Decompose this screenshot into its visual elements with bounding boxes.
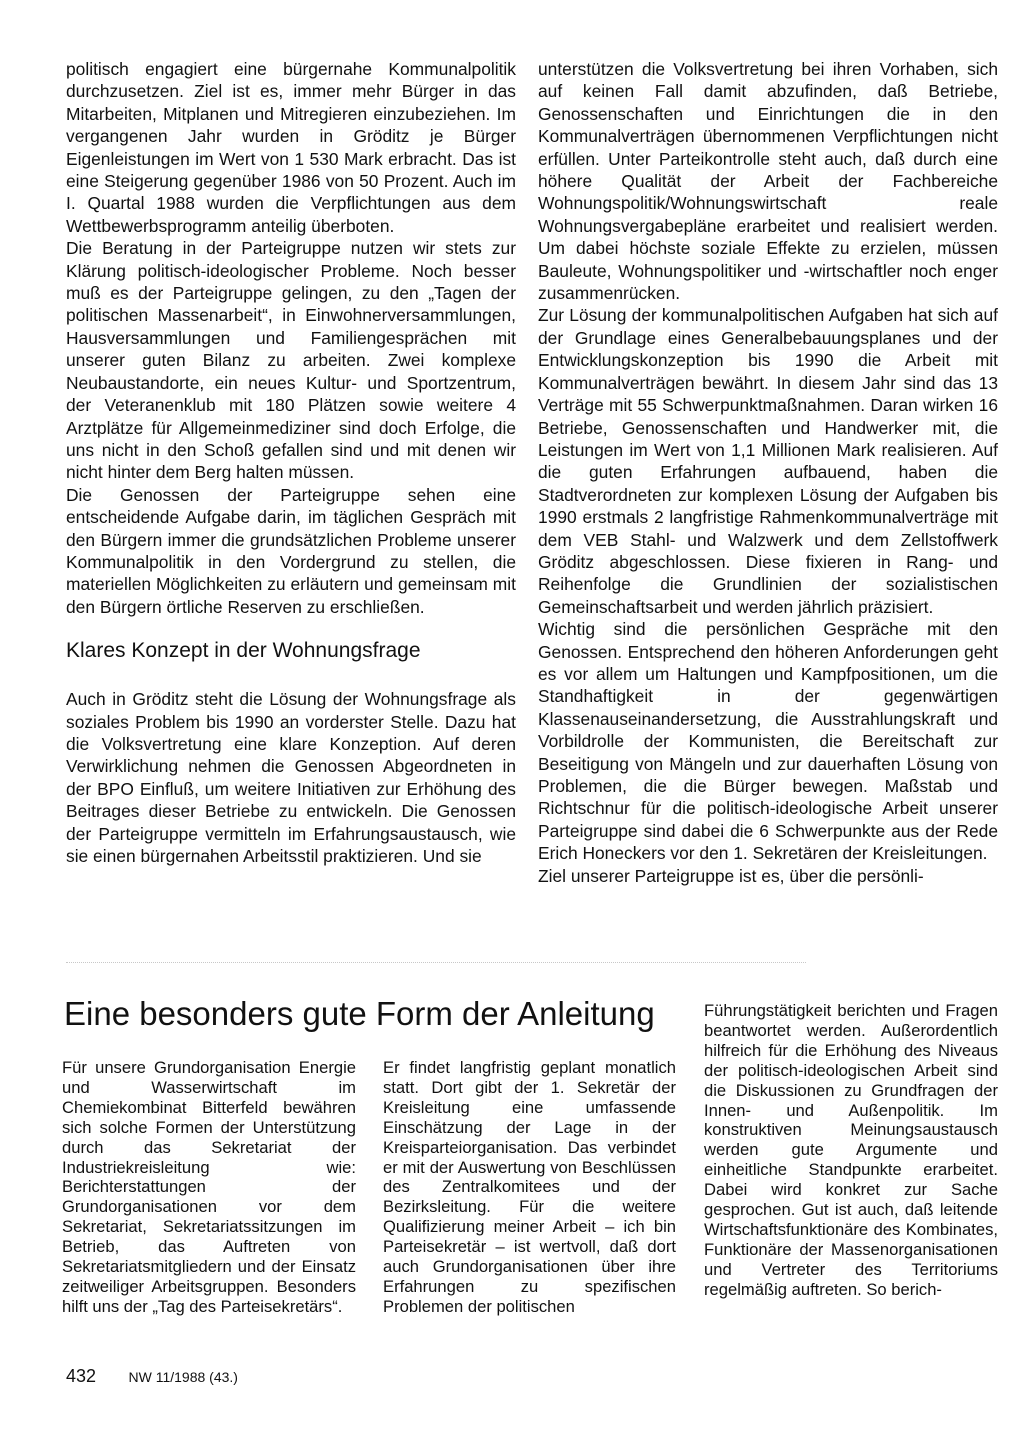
paragraph: unterstützen die Volksvertretung bei ihren Vorhaben, sich auf keinen Fall damit abzufinden, daß Betriebe, Genossenschaften und Einrichtungen die in den Kommunalverträgen übernommenen Verpflichtungen nicht erfüllen. Unter Parteikontrolle steht auch, daß durch eine höhere Qualität der Arbeit der Fachbereiche Wohnungspolitik/Wohnungswirtschaft reale Wohnungsvergabepläne erarbeitet und realisiert werden. Um dabei höchste soziale Effekte zu erzielen, müssen Bauleute, Wohnungspolitiker und -wirtschaftler noch enger zusammenrücken. — [538, 59, 998, 304]
paragraph: Für unsere Grundorganisation Energie und Wasserwirtschaft im Chemiekombinat Bitterfeld bewähren sich solche Formen der Unterstützung durch das Sekretariat der Industriekreisleitung wie: Berichterstattungen der Grundorganisationen vor dem Sekretariat, Sekretariatssitzungen im Betrieb, das Auftreten von Sekretariatsmitgliedern und der Einsatz zeitweiliger Arbeitsgruppen. Besonders hilft uns der „Tag des Parteisekretärs“. — [62, 1058, 356, 1316]
paragraph: Zur Lösung der kommunalpolitischen Aufgaben hat sich auf der Grundlage eines Generalbebauungsplanes und der Entwicklungskonzeption bis 1990 die Arbeit mit Kommunalverträgen bewährt. In diesem Jahr sind das 13 Verträge mit 55 Schwerpunktmaßnahmen. Daran wirken 16 Betriebe, Genossenschaften und Handwerker mit, die Leistungen im Wert von 1,1 Millionen Mark realisieren. Auf die guten Erfahrungen aufbauend, haben die Stadtverordneten zur komplexen Lösung der Aufgaben bis 1990 erstmals 2 langfristige Rahmenkommunalverträge mit dem VEB Stahl- und Walzwerk und dem Zellstoffwerk Gröditz abgeschlossen. Diese fixieren in Rang- und Reihenfolge die Grundlinien der sozialistischen Gemeinschaftsarbeit und werden jährlich präzisiert. — [538, 305, 998, 617]
page-number: 432 — [66, 1366, 97, 1386]
column-bottom-right — [704, 1001, 998, 1300]
paragraph: Führungstätigkeit berichten und Fragen beantwortet werden. Außerordentlich hilfreich für die Erhöhung des Niveaus der politisch-ideologischen Arbeit sind die Diskussionen zu Grundfragen der Innen- und Außenpolitik. Im konstruktiven Meinungsaustausch werden gute Argumente und einheitliche Standpunkte erarbeitet. Dabei wird konkret zur Sache gesprochen. Gut ist auch, daß leitende Wirtschaftsfunktionäre des Kombinates, Funktionäre der Massenorganisationen und Vertreter des Territoriums regelmäßig auftreten. So berich- — [704, 1001, 998, 1299]
paragraph: Auch in Gröditz steht die Lösung der Wohnungsfrage als soziales Problem bis 1990 an vorderster Stelle. Dazu hat die Volksvertretung eine klare Konzeption. Auf deren Verwirklichung nehmen die Genossen Abgeordneten in der BPO Einfluß, um weitere Initiativen zur Erhöhung des Beitrages dieser Betriebe zu entwickeln. Die Genossen der Parteigruppe vermitteln im Erfahrungsaustausch, wie sie einen bürgernahen Arbeitsstil praktizieren. Und sie — [66, 689, 516, 866]
paragraph: politisch engagiert eine bürgernahe Kommunalpolitik durchzusetzen. Ziel ist es, immer mehr Bürger in das Mitarbeiten, Mitplanen und Mitregieren einzubeziehen. Im vergangenen Jahr wurden in Gröditz je Bürger Eigenleistungen im Wert von 1 530 Mark erbracht. Das ist eine Steigerung gegenüber 1986 von 50 Prozent. Auch im I. Quartal 1988 wurden die Verpflichtungen aus dem Wettbewerbsprogramm anteilig überboten. — [66, 59, 516, 236]
paragraph: Wichtig sind die persönlichen Gespräche mit den Genossen. Entsprechend den höheren Anforderungen geht es vor allem um Haltungen und Kampfpositionen, um die Standhaftigkeit in der gegenwärtigen Klassenauseinandersetzung, die Ausstrahlungskraft und Vorbildrolle der Kommunisten, die Bereitschaft zur Beseitigung von Mängeln und zur dauerhaften Lösung von Problemen, die die Bürger bewegen. Maßstab und Richtschnur für die politisch-ideologische Arbeit unserer Parteigruppe sind dabei die 6 Schwerpunkte aus der Rede Erich Honeckers vor den 1. Sekretären der Kreisleitungen. — [538, 619, 998, 864]
paragraph: Ziel unserer Parteigruppe ist es, über die persönli- — [538, 865, 924, 886]
paragraph: Er findet langfristig geplant monatlich statt. Dort gibt der 1. Sekretär der Kreisleitung eine umfassende Einschätzung der Lage in der Kreisparteiorganisation. Das verbindet er mit der Auswertung von Beschlüssen des Zentralkomitees und der Bezirksleitung. Für die weitere Qualifizierung meiner Arbeit – ich bin Parteisekretär – ist wertvoll, daß dort auch Grundorganisationen über ihre Erfahrungen zu spezifischen Problemen der politischen — [383, 1058, 676, 1316]
paragraph: Die Genossen der Parteigruppe sehen eine entscheidende Aufgabe darin, im täglichen Gespräch mit den Bürgern immer die grundsätzlichen Probleme unserer Kommunalpolitik in den Vordergrund zu stellen, die materiellen Möglichkeiten zu erläutern und gemeinsam mit den Bürgern örtliche Reserven zu erschließen. — [66, 484, 516, 617]
column-left-top — [66, 58, 516, 867]
article-headline: Eine besonders gute Form der Anleitung — [64, 995, 655, 1032]
column-right-top — [538, 58, 998, 887]
column-bottom-middle — [383, 1058, 676, 1317]
paragraph: Die Beratung in der Parteigruppe nutzen wir stets zur Klärung politisch-ideologischer Probleme. Noch besser muß es der Parteigruppe gelingen, zu den „Tagen der politischen Massenarbeit“, in Einwohnerversammlungen, Hausversammlungen und Familiengesprächen mit unserer guten Bilanz zu arbeiten. Zwei komplexe Neubaustandorte, ein neues Kultur- und Sportzentrum, der Veteranenklub mit 180 Plätzen sowie weitere 4 Arztplätze für Allgemeinmediziner sind doch Erfolge, die uns nicht in den Schoß gefallen sind und mit denen wir nicht hinter dem Berg halten müssen. — [66, 238, 516, 483]
page-footer — [66, 1366, 238, 1388]
issue-label: NW 11/1988 (43.) — [128, 1369, 238, 1385]
section-divider — [66, 962, 806, 963]
column-bottom-left — [62, 1058, 356, 1317]
section-subheading: Klares Konzept in der Wohnungsfrage — [66, 639, 421, 663]
